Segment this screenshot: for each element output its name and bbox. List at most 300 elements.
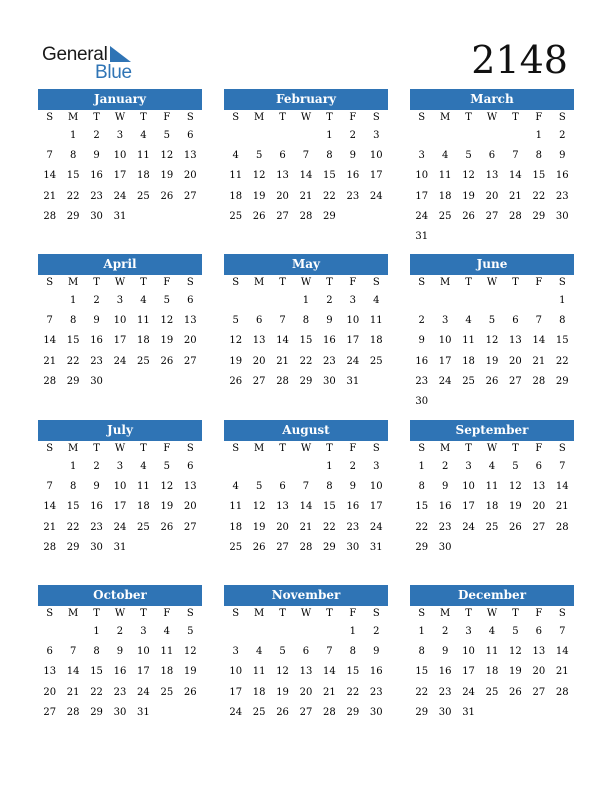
day-cell: 8 (559, 315, 566, 327)
day-cell: 16 (438, 666, 452, 678)
day-cell: 8 (93, 646, 100, 658)
month-march (410, 89, 574, 247)
day-cell: 5 (163, 130, 171, 141)
day-cell: 30 (555, 210, 569, 222)
day-cell: 15 (555, 335, 569, 347)
day-cell: 30 (90, 541, 103, 553)
month-day-grid (224, 441, 388, 558)
day-cell: 3 (140, 626, 147, 637)
empty-day-cell (294, 126, 317, 146)
day-cell: 19 (462, 190, 475, 202)
day-cell: 2 (441, 626, 449, 637)
day-cell: 28 (509, 210, 522, 222)
month-february (224, 89, 388, 227)
empty-day-cell (132, 207, 155, 227)
day-cell: 1 (326, 130, 333, 141)
day-cell: 23 (113, 686, 127, 698)
day-cell: 1 (69, 130, 77, 141)
day-cell: 14 (323, 666, 336, 678)
weekday-label: M (440, 608, 451, 619)
day-cell: 15 (66, 501, 80, 513)
weekday-label: T (465, 608, 472, 619)
day-cell: 30 (346, 541, 360, 553)
day-cell: 17 (137, 666, 150, 678)
day-cell: 24 (137, 686, 150, 698)
day-cell: 30 (90, 375, 103, 387)
day-cell: 28 (43, 375, 57, 387)
day-cell: 16 (346, 501, 360, 513)
day-cell: 25 (252, 706, 266, 718)
day-cell: 29 (532, 210, 546, 222)
day-cell: 1 (418, 626, 425, 637)
empty-day-cell (318, 622, 341, 642)
day-cell: 12 (229, 335, 243, 347)
day-cell: 7 (559, 626, 566, 637)
day-cell: 5 (512, 461, 519, 472)
weekday-label: T (512, 112, 519, 123)
day-cell: 13 (276, 501, 289, 513)
day-cell: 25 (229, 210, 243, 222)
month-title: March (410, 89, 574, 110)
day-cell: 27 (485, 210, 499, 222)
weekday-label: S (186, 608, 194, 619)
day-cell: 12 (509, 646, 522, 658)
day-cell: 24 (113, 521, 127, 533)
weekday-label: T (140, 443, 147, 454)
weekday-label: M (68, 608, 79, 619)
day-cell: 20 (183, 335, 197, 347)
day-cell: 13 (509, 335, 522, 347)
weekday-label: S (232, 277, 240, 288)
weekday-label: S (372, 608, 380, 619)
day-cell: 4 (373, 295, 380, 306)
day-cell: 10 (346, 315, 360, 327)
weekday-label: F (349, 608, 357, 619)
day-cell: 26 (276, 706, 289, 718)
day-cell: 14 (43, 501, 57, 513)
day-cell: 17 (346, 335, 360, 347)
weekday-label: S (558, 112, 566, 123)
day-cell: 3 (465, 626, 472, 637)
empty-day-cell (527, 392, 550, 412)
day-cell: 16 (369, 666, 383, 678)
weekday-label: M (68, 443, 79, 454)
day-cell: 24 (229, 706, 243, 718)
day-cell: 26 (462, 210, 475, 222)
day-cell: 30 (438, 541, 452, 553)
day-cell: 27 (252, 375, 266, 387)
day-cell: 27 (509, 375, 522, 387)
empty-day-cell (224, 457, 247, 477)
empty-day-cell (365, 207, 388, 227)
day-cell: 11 (137, 481, 150, 493)
day-cell: 17 (462, 501, 475, 513)
day-cell: 14 (299, 501, 313, 513)
empty-day-cell (132, 372, 155, 392)
day-cell: 27 (276, 210, 289, 222)
weekday-label: S (186, 112, 194, 123)
weekday-label: W (486, 277, 498, 288)
day-cell: 8 (418, 646, 425, 658)
day-cell: 23 (90, 190, 103, 202)
day-cell: 21 (66, 686, 80, 698)
empty-day-cell (132, 538, 155, 558)
day-cell: 28 (555, 521, 569, 533)
day-cell: 14 (299, 170, 313, 182)
weekday-label: T (512, 443, 519, 454)
day-cell: 15 (299, 335, 313, 347)
day-cell: 2 (441, 461, 449, 472)
empty-day-cell (551, 703, 574, 723)
day-cell: 6 (187, 130, 194, 141)
day-cell: 18 (137, 501, 150, 513)
day-cell: 23 (346, 190, 360, 202)
day-cell: 19 (183, 666, 197, 678)
weekday-label: T (279, 608, 286, 619)
day-cell: 26 (183, 686, 197, 698)
month-april (38, 254, 202, 392)
day-cell: 10 (438, 335, 452, 347)
day-cell: 2 (326, 295, 333, 306)
day-cell: 5 (488, 315, 496, 327)
day-cell: 3 (418, 150, 425, 162)
month-october (38, 585, 202, 723)
day-cell: 7 (512, 150, 519, 162)
empty-day-cell (155, 207, 178, 227)
day-cell: 11 (160, 646, 174, 658)
empty-day-cell (480, 392, 503, 412)
day-cell: 21 (555, 666, 569, 678)
day-cell: 16 (90, 335, 103, 347)
day-cell: 15 (90, 666, 103, 678)
day-cell: 13 (183, 150, 197, 162)
day-cell: 28 (555, 686, 569, 698)
weekday-label: S (558, 277, 566, 288)
month-december (410, 585, 574, 723)
day-cell: 9 (349, 150, 357, 162)
day-cell: 10 (137, 646, 150, 658)
empty-day-cell (224, 622, 247, 642)
day-cell: 14 (555, 646, 569, 658)
empty-day-cell (247, 291, 270, 311)
day-cell: 15 (532, 170, 546, 182)
day-cell: 24 (415, 210, 429, 222)
weekday-label: T (465, 112, 472, 123)
day-cell: 26 (160, 190, 174, 202)
day-cell: 29 (66, 375, 80, 387)
day-cell: 13 (276, 170, 289, 182)
day-cell: 31 (113, 210, 127, 222)
day-cell: 22 (323, 521, 336, 533)
day-cell: 17 (229, 686, 243, 698)
weekday-label: W (486, 608, 498, 619)
empty-day-cell (271, 622, 294, 642)
day-cell: 12 (509, 481, 522, 493)
empty-day-cell (271, 291, 294, 311)
month-title: June (410, 254, 574, 275)
day-cell: 6 (535, 461, 543, 472)
day-cell: 4 (140, 130, 147, 141)
weekday-label: T (140, 112, 147, 123)
day-cell: 22 (323, 190, 336, 202)
day-cell: 29 (66, 541, 80, 553)
day-cell: 11 (462, 335, 475, 347)
day-cell: 7 (46, 150, 53, 162)
day-cell: 7 (69, 646, 77, 658)
day-cell: 21 (43, 190, 57, 202)
day-cell: 6 (46, 646, 53, 658)
day-cell: 31 (415, 230, 429, 242)
weekday-label: S (232, 112, 240, 123)
month-may (224, 254, 388, 392)
day-cell: 4 (465, 315, 472, 327)
weekday-label: S (558, 443, 566, 454)
day-cell: 14 (43, 335, 57, 347)
day-cell: 30 (438, 706, 452, 718)
empty-day-cell (551, 392, 574, 412)
day-cell: 24 (346, 355, 360, 367)
day-cell: 4 (488, 461, 496, 472)
day-cell: 19 (160, 170, 174, 182)
weekday-label: S (46, 608, 54, 619)
day-cell: 8 (326, 150, 333, 162)
day-cell: 31 (462, 706, 475, 718)
day-cell: 4 (140, 461, 147, 472)
weekday-label: W (114, 443, 126, 454)
day-cell: 3 (373, 130, 380, 141)
weekday-label: S (418, 608, 426, 619)
day-cell: 24 (113, 190, 127, 202)
day-cell: 8 (418, 481, 425, 493)
empty-day-cell (410, 126, 433, 146)
day-cell: 27 (299, 706, 313, 718)
weekday-label: F (163, 608, 171, 619)
day-cell: 7 (46, 481, 53, 493)
day-cell: 1 (559, 295, 566, 306)
brand-name-blue: Blue (95, 62, 132, 83)
day-cell: 18 (229, 521, 243, 533)
day-cell: 21 (43, 521, 57, 533)
day-cell: 25 (438, 210, 452, 222)
day-cell: 21 (323, 686, 336, 698)
day-cell: 7 (279, 315, 286, 327)
day-cell: 14 (276, 335, 289, 347)
day-cell: 19 (252, 190, 266, 202)
weekday-label: W (300, 443, 312, 454)
day-cell: 21 (299, 521, 313, 533)
day-cell: 22 (532, 190, 546, 202)
empty-day-cell (294, 622, 317, 642)
day-cell: 14 (509, 170, 522, 182)
weekday-label: M (254, 112, 265, 123)
day-cell: 9 (441, 481, 449, 493)
month-day-grid (38, 441, 202, 558)
day-cell: 3 (349, 295, 357, 306)
day-cell: 27 (532, 521, 546, 533)
weekday-label: S (418, 277, 426, 288)
empty-day-cell (294, 457, 317, 477)
weekday-label: S (372, 277, 380, 288)
day-cell: 31 (113, 541, 127, 553)
day-cell: 4 (441, 150, 449, 162)
day-cell: 20 (183, 501, 197, 513)
day-cell: 29 (415, 706, 429, 718)
day-cell: 26 (229, 375, 243, 387)
day-cell: 19 (160, 335, 174, 347)
weekday-label: T (279, 112, 286, 123)
day-cell: 12 (183, 646, 197, 658)
day-cell: 5 (512, 626, 519, 637)
weekday-label: T (140, 277, 147, 288)
day-cell: 9 (93, 315, 100, 327)
month-day-grid (38, 606, 202, 723)
weekday-label: T (326, 608, 333, 619)
day-cell: 10 (113, 315, 127, 327)
day-cell: 26 (252, 541, 266, 553)
brand-name-general: General (42, 44, 108, 65)
weekday-label: W (114, 277, 126, 288)
empty-day-cell (480, 703, 503, 723)
day-cell: 12 (485, 335, 499, 347)
weekday-label: W (114, 112, 126, 123)
day-cell: 23 (90, 521, 103, 533)
empty-day-cell (179, 372, 202, 392)
empty-day-cell (224, 291, 247, 311)
day-cell: 18 (137, 335, 150, 347)
day-cell: 4 (163, 626, 171, 637)
empty-day-cell (480, 291, 503, 311)
empty-day-cell (527, 703, 550, 723)
day-cell: 30 (369, 706, 383, 718)
day-cell: 3 (373, 461, 380, 472)
day-cell: 5 (255, 481, 263, 493)
day-cell: 12 (252, 170, 266, 182)
day-cell: 19 (509, 666, 522, 678)
weekday-label: T (140, 608, 147, 619)
day-cell: 29 (346, 706, 360, 718)
empty-day-cell (433, 126, 456, 146)
month-june (410, 254, 574, 412)
month-title: December (410, 585, 574, 606)
day-cell: 19 (252, 521, 266, 533)
empty-day-cell (155, 703, 178, 723)
day-cell: 7 (535, 315, 543, 327)
day-cell: 28 (299, 541, 313, 553)
day-cell: 27 (183, 355, 197, 367)
day-cell: 25 (229, 541, 243, 553)
empty-day-cell (247, 126, 270, 146)
day-cell: 10 (113, 150, 127, 162)
day-cell: 21 (43, 355, 57, 367)
day-cell: 26 (252, 210, 266, 222)
day-cell: 29 (323, 541, 336, 553)
weekday-label: M (440, 277, 451, 288)
weekday-label: M (68, 277, 79, 288)
weekday-label: F (163, 443, 171, 454)
day-cell: 23 (346, 521, 360, 533)
month-july (38, 420, 202, 558)
empty-day-cell (155, 538, 178, 558)
day-cell: 26 (509, 686, 522, 698)
day-cell: 27 (276, 541, 289, 553)
day-cell: 23 (555, 190, 569, 202)
day-cell: 1 (349, 626, 357, 637)
day-cell: 17 (462, 666, 475, 678)
day-cell: 21 (555, 501, 569, 513)
empty-day-cell (504, 126, 527, 146)
empty-day-cell (551, 538, 574, 558)
weekday-label: W (486, 112, 498, 123)
weekday-label: F (349, 112, 357, 123)
day-cell: 28 (299, 210, 313, 222)
day-cell: 19 (485, 355, 499, 367)
day-cell: 19 (160, 501, 174, 513)
month-day-grid (410, 606, 574, 723)
day-cell: 17 (113, 335, 127, 347)
day-cell: 11 (137, 150, 150, 162)
day-cell: 4 (140, 295, 147, 306)
day-cell: 2 (93, 130, 100, 141)
day-cell: 25 (137, 521, 150, 533)
day-cell: 28 (66, 706, 80, 718)
calendar-year: 2148 (471, 38, 568, 82)
month-title: July (38, 420, 202, 441)
day-cell: 27 (183, 521, 197, 533)
day-cell: 15 (346, 666, 360, 678)
day-cell: 13 (485, 170, 499, 182)
day-cell: 20 (276, 521, 289, 533)
day-cell: 17 (113, 501, 127, 513)
weekday-label: W (300, 112, 312, 123)
empty-day-cell (433, 291, 456, 311)
weekday-label: W (114, 608, 126, 619)
day-cell: 5 (163, 295, 171, 306)
day-cell: 28 (532, 375, 546, 387)
month-day-grid (224, 110, 388, 227)
day-cell: 14 (555, 481, 569, 493)
day-cell: 11 (369, 315, 383, 327)
weekday-label: S (418, 443, 426, 454)
weekday-label: T (93, 277, 100, 288)
day-cell: 13 (299, 666, 313, 678)
day-cell: 12 (160, 315, 174, 327)
day-cell: 18 (485, 501, 499, 513)
day-cell: 15 (415, 666, 429, 678)
day-cell: 20 (43, 686, 57, 698)
day-cell: 23 (323, 355, 336, 367)
day-cell: 15 (323, 170, 336, 182)
empty-day-cell (527, 291, 550, 311)
weekday-label: S (418, 112, 426, 123)
day-cell: 6 (535, 626, 543, 637)
day-cell: 10 (369, 150, 383, 162)
empty-day-cell (457, 291, 480, 311)
empty-day-cell (108, 372, 131, 392)
day-cell: 29 (90, 706, 103, 718)
day-cell: 6 (255, 315, 263, 327)
day-cell: 17 (369, 501, 383, 513)
day-cell: 5 (465, 150, 472, 162)
day-cell: 26 (160, 355, 174, 367)
day-cell: 20 (252, 355, 266, 367)
day-cell: 26 (160, 521, 174, 533)
day-cell: 9 (93, 150, 100, 162)
day-cell: 17 (438, 355, 452, 367)
day-cell: 29 (415, 541, 429, 553)
day-cell: 13 (183, 315, 197, 327)
empty-day-cell (480, 227, 503, 247)
month-day-grid (38, 110, 202, 227)
